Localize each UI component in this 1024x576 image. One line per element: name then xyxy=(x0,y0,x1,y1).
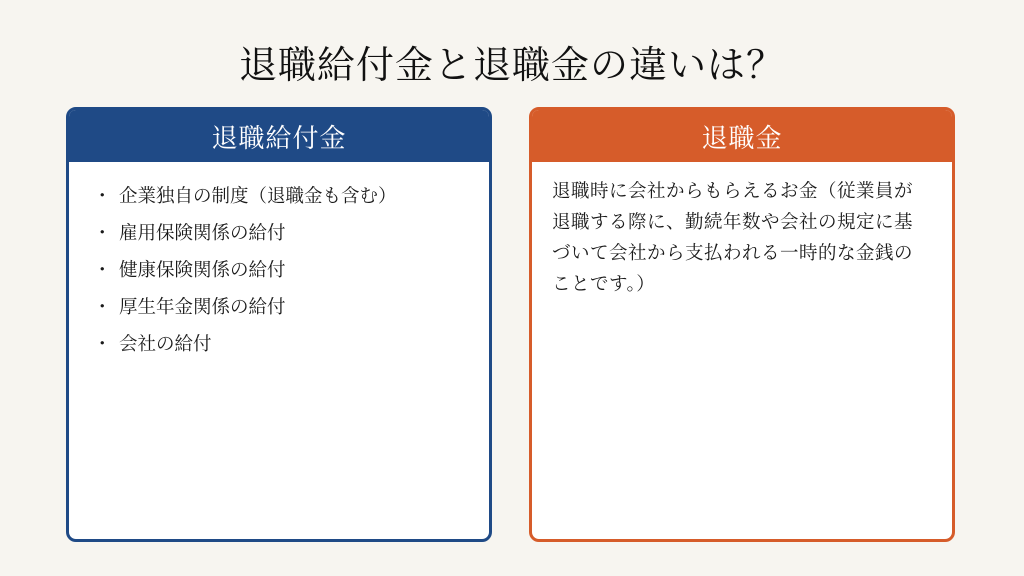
list-item-text: 健康保険関係の給付 xyxy=(119,260,286,281)
retirement-allowance-header: 退職金 xyxy=(532,110,952,162)
list-item-text: 厚生年金関係の給付 xyxy=(119,297,286,318)
list-item xyxy=(93,178,489,215)
bullet-marker: ・ xyxy=(93,186,112,207)
page-title: 退職給付金と退職金の違いは？ xyxy=(238,43,785,87)
retirement-allowance-card xyxy=(529,107,955,542)
retirement-benefits-header: 退職給付金 xyxy=(69,110,489,162)
bullet-marker: ・ xyxy=(93,260,112,281)
list-item xyxy=(93,326,489,363)
bullet-marker: ・ xyxy=(93,334,112,355)
list-item xyxy=(93,252,489,289)
list-item-text: 雇用保険関係の給付 xyxy=(119,223,286,244)
list-item-text: 企業独自の制度（退職金も含む） xyxy=(119,186,397,207)
bullet-marker: ・ xyxy=(93,223,112,244)
list-item xyxy=(93,215,489,252)
retirement-allowance-description: 退職時に会社からもらえるお金（従業員が退職する際に、勤続年数や会社の規定に基づいて会社から支払われる一時的な金銭のことです。） xyxy=(552,181,914,295)
bullet-marker: ・ xyxy=(93,297,112,318)
list-item-text: 会社の給付 xyxy=(119,334,212,355)
retirement-benefits-card xyxy=(66,107,492,542)
retirement-benefits-list xyxy=(69,162,489,363)
list-item xyxy=(93,289,489,326)
